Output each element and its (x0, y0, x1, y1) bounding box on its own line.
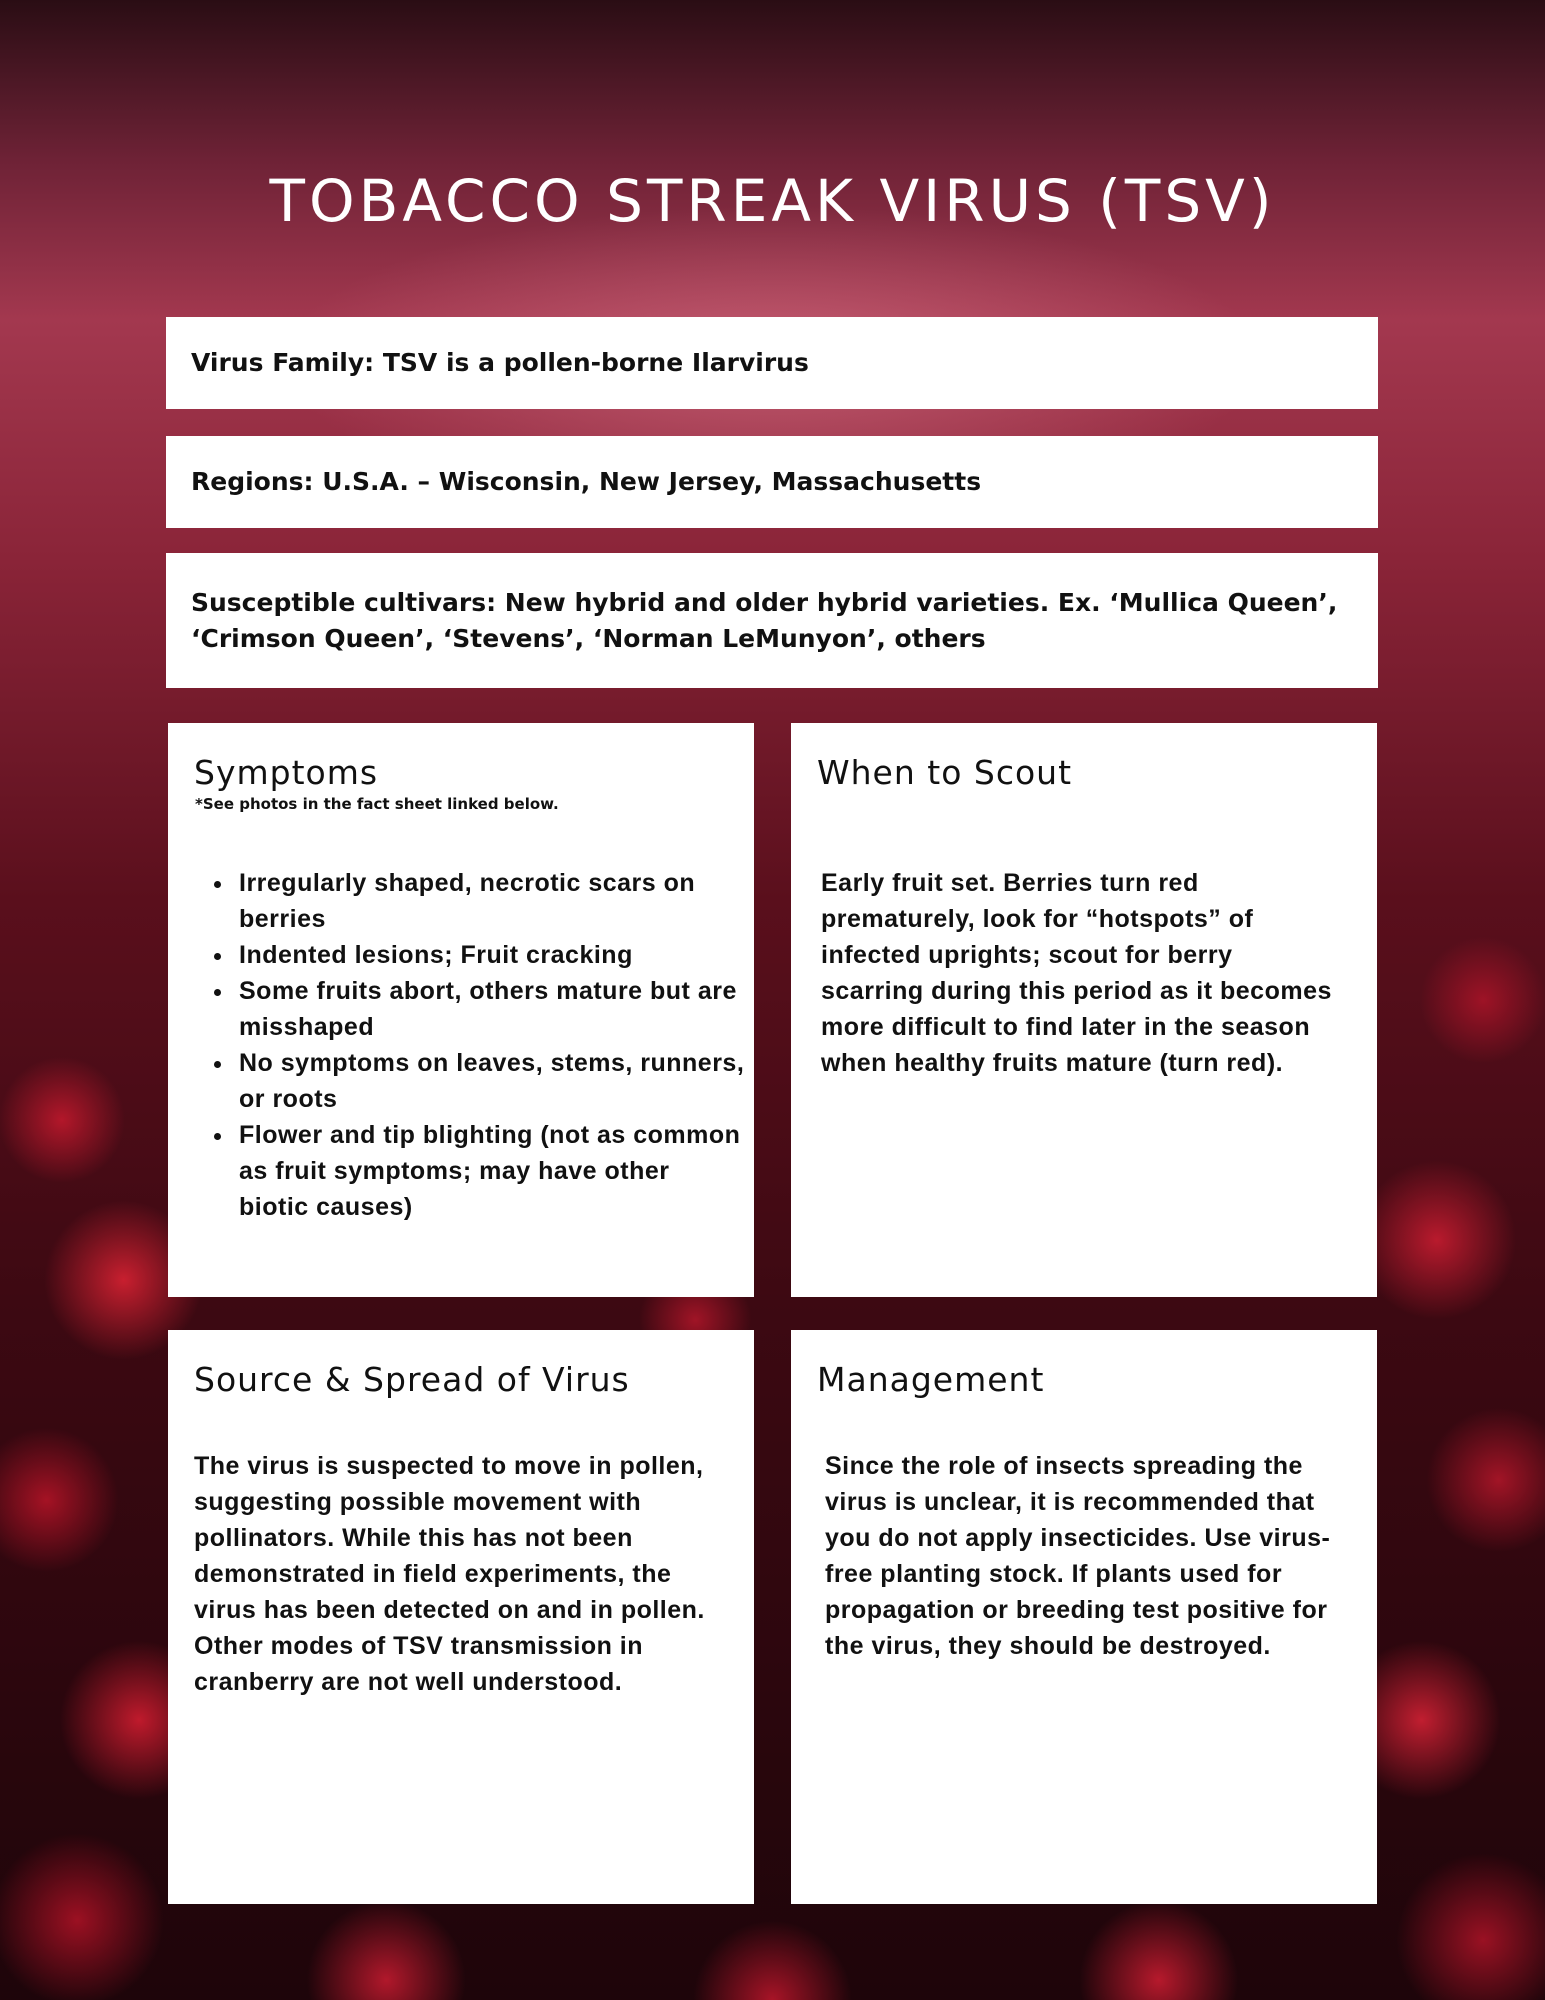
list-item: • Some fruits abort, others mature but are misshaped (235, 973, 745, 1045)
virus-family-bar (166, 317, 1378, 409)
management-text: Since the role of insects spreading the virus is unclear, it is recommended that you do not apply insecticides. Use virus-free planting stock. If plants used for propagation or breeding test positive for the virus, they should be destroyed. (825, 1452, 1331, 1660)
virus-family-text: Virus Family: TSV is a pollen-borne Ilarvirus (191, 348, 809, 377)
when-to-scout-card (791, 723, 1377, 1297)
cultivars-bar (166, 553, 1378, 688)
list-item: • Flower and tip blighting (not as common as fruit symptoms; may have other biotic causes) (235, 1117, 745, 1225)
source-spread-heading: Source & Spread of Virus (194, 1360, 630, 1399)
regions-bar (166, 436, 1378, 528)
symptoms-card (168, 723, 754, 1297)
symptoms-list (208, 865, 745, 1225)
regions-text: Regions: U.S.A. – Wisconsin, New Jersey, Massachusetts (191, 467, 982, 496)
management-card (791, 1330, 1377, 1904)
list-item: • No symptoms on leaves, stems, runners, or roots (235, 1045, 745, 1117)
cultivars-text: Susceptible cultivars: New hybrid and older hybrid varieties. Ex. ‘Mullica Queen’, ‘Crimson Queen’, ‘Stevens’, ‘Norman LeMunyon’, others (191, 587, 1338, 653)
list-item: • Indented lesions; Fruit cracking (235, 937, 745, 973)
when-to-scout-heading: When to Scout (817, 753, 1073, 792)
symptoms-note: *See photos in the fact sheet linked below. (195, 795, 559, 813)
page-title: TOBACCO STREAK VIRUS (TSV) (269, 167, 1276, 235)
symptoms-heading: Symptoms (194, 753, 379, 792)
list-item: • Irregularly shaped, necrotic scars on berries (235, 865, 745, 937)
source-spread-card (168, 1330, 754, 1904)
source-spread-text: The virus is suspected to move in pollen, suggesting possible movement with pollinators. While this has not been demonstrated in field experiments, the virus has been detected on and in pollen. Other modes of TSV transmission in cranberry are not well understood. (194, 1452, 705, 1696)
management-heading: Management (817, 1360, 1045, 1399)
when-to-scout-text: Early fruit set. Berries turn red prematurely, look for “hotspots” of infected uprights; scout for berry scarring during this period as it becomes more difficult to find later in the season when healthy fruits mature (turn red). (821, 869, 1332, 1077)
